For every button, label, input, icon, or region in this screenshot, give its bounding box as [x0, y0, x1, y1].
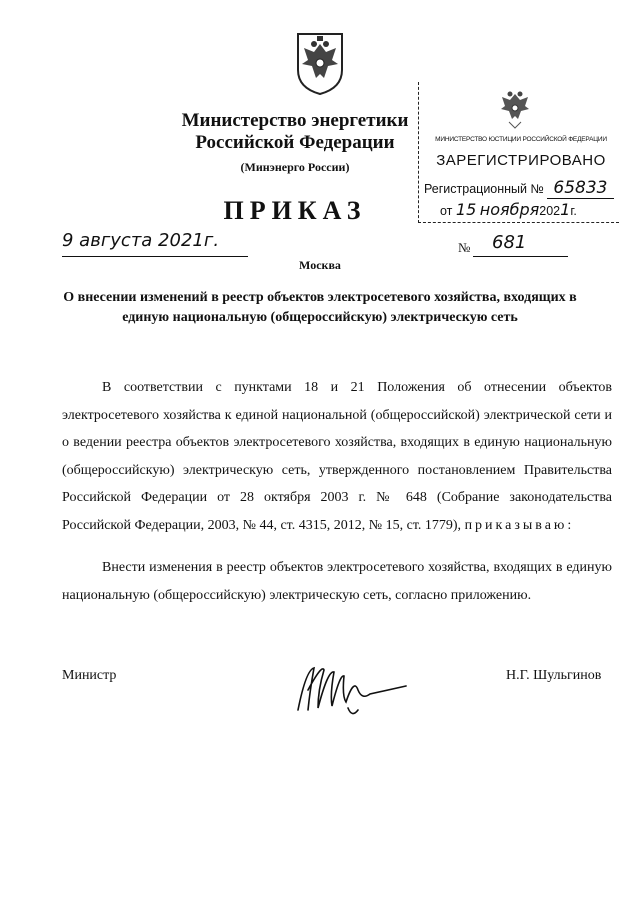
stamp-date-prefix: от: [440, 204, 453, 218]
signer-position: Министр: [62, 668, 117, 683]
stamp-date-suffix: г.: [570, 204, 577, 218]
stamp-ministry-name: МИНИСТЕРСТВО ЮСТИЦИИ РОССИЙСКОЙ ФЕДЕРАЦИИ: [435, 136, 607, 143]
body-paragraph-1: [62, 374, 612, 539]
body-paragraph-2: [62, 554, 612, 609]
ministry-name-line1: Министерство энергетики: [181, 110, 409, 131]
handwritten-signature: [288, 660, 428, 724]
stamp-emblem-icon: [497, 88, 533, 130]
stamp-date-day: 15: [455, 200, 477, 219]
stamp-date-month: ноября: [479, 200, 540, 219]
stamp-date-year-suffix: 1: [560, 200, 571, 219]
ministry-short-name: (Минэнерго России): [240, 160, 350, 174]
stamp-reg-number-handwritten: 65833: [547, 178, 613, 199]
order-number-handwritten: 681: [492, 232, 527, 253]
document-type-title: ПРИКАЗ: [223, 196, 367, 225]
order-city: Москва: [299, 258, 341, 272]
body-paragraph-2-text: Внести изменения в реестр объектов электросетевого хозяйства, входящих в единую национальную (общероссийскую) электрическую сеть, согласно приложению.: [62, 560, 612, 603]
order-number-underline: [473, 256, 568, 257]
stamp-reg-label: Регистрационный №: [424, 182, 544, 196]
body-paragraph-1-text: В соответствии с пунктами 18 и 21 Положения об отнесении объектов электросетевого хозяйства к единой национальной (общероссийской) электрической сети и о ведении реестра объектов электросетевого хозяйства, входящих в единую национальную (общероссийскую) электрическую сеть, утвержденного постановлением Правительства Российской Федерации от 28 октября 2003 г. № 648 (Собрание законодательства Российской Федерации, 2003, № 44, ст. 4315, 2012, № 15, ст. 1779),: [62, 380, 612, 533]
order-heading: О внесении изменений в реестр объектов электросетевого хозяйства, входящих в единую национальную (общероссийскую) электрическую сеть: [63, 290, 577, 325]
ministry-name-line2: Российской Федерации: [195, 132, 395, 153]
order-date-handwritten: 9 августа 2021г.: [62, 230, 220, 251]
stamp-date-year-prefix: 202: [539, 204, 561, 218]
signer-name: Н.Г. Шульгинов: [506, 668, 602, 683]
order-number-label: №: [458, 240, 471, 255]
stamp-registration-date: [440, 200, 577, 219]
stamp-registered-label: ЗАРЕГИСТРИРОВАНО: [436, 152, 606, 169]
order-word: приказываю:: [464, 517, 575, 533]
order-date-underline: [62, 256, 248, 257]
ministry-name: [150, 110, 440, 154]
stamp-registration-number: [424, 178, 614, 198]
coat-of-arms-emblem: [292, 30, 348, 96]
